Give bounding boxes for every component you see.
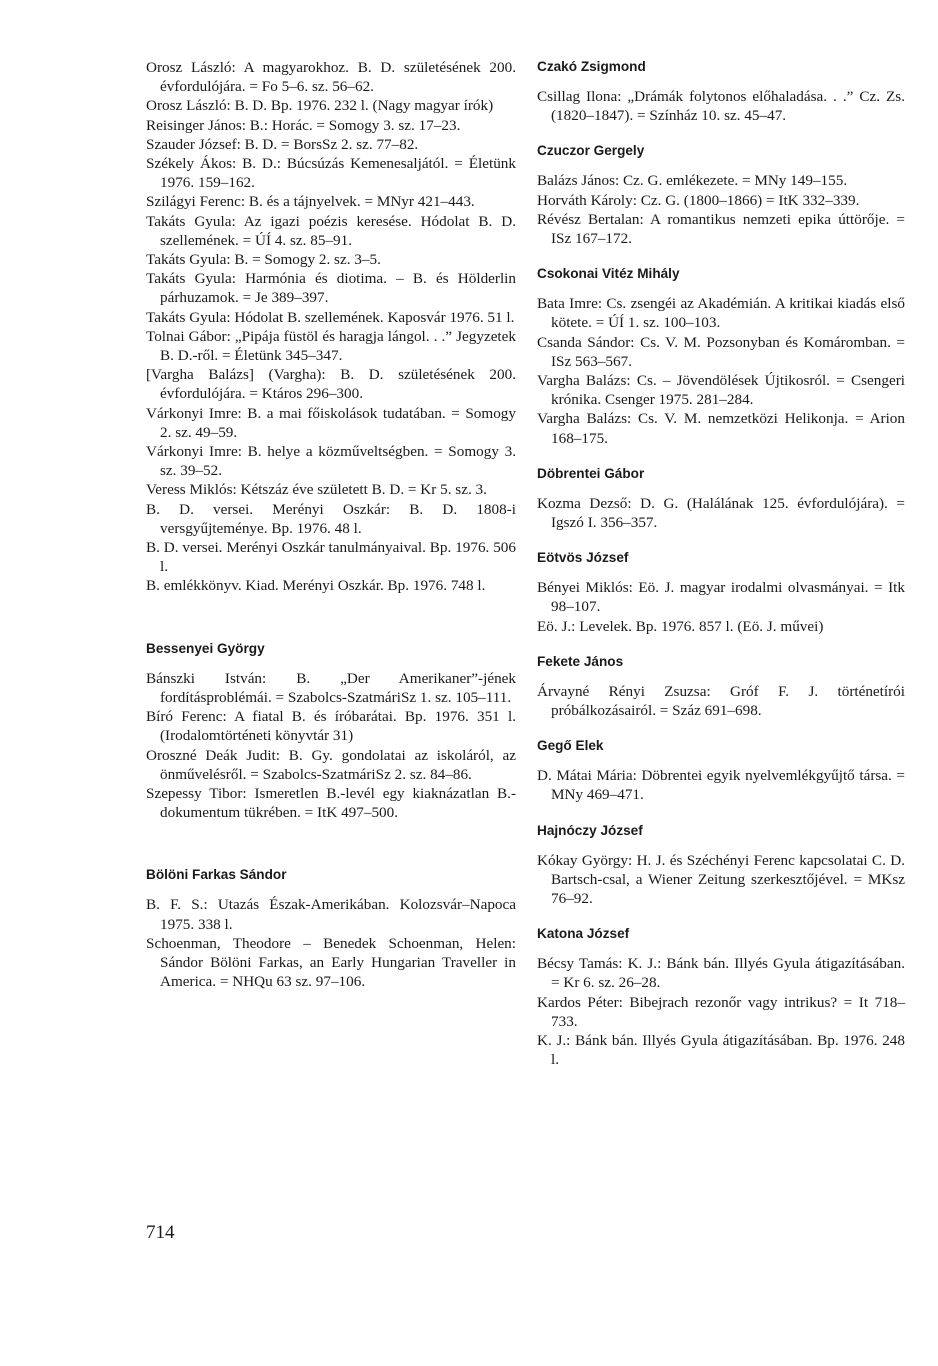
section-heading: Hajnóczy József xyxy=(537,822,643,838)
bibliography-entry: Schoenman, Theodore – Benedek Schoenman, Helen: Sándor Bölöni Farkas, an Early Hungarian Traveller in America. = NHQu 63 sz. 97–106. xyxy=(146,934,516,991)
section-katona-jozsef xyxy=(537,925,905,1069)
bibliography-entry: Bánszki István: B. „Der Amerikaner”-jének fordításproblémái. = Szabolcs-SzatmáriSz 1. sz. 105–111. xyxy=(146,669,516,706)
section-heading: Czuczor Gergely xyxy=(537,143,645,159)
bibliography-entry: Kardos Péter: Bibejrach rezonőr vagy intrikus? = It 718–733. xyxy=(537,993,905,1030)
bibliography-entry: Révész Bertalan: A romantikus nemzeti epika úttörője. = ISz 167–172. xyxy=(537,210,905,248)
section-fekete-janos xyxy=(537,653,905,720)
section-heading: Csokonai Vitéz Mihály xyxy=(537,266,680,282)
section-heading: Döbrentei Gábor xyxy=(537,465,645,481)
bibliography-entry: Takáts Gyula: Hódolat B. szellemének. Kaposvár 1976. 51 l. xyxy=(146,308,515,326)
bibliography-entry: Szilágyi Ferenc: B. és a tájnyelvek. = MNyr 421–443. xyxy=(146,193,475,211)
bibliography-entry: Árvayné Rényi Zsuzsa: Gróf F. J. történetírói próbálkozásairól. = Száz 691–698. xyxy=(537,682,905,720)
bibliography-entry: Várkonyi Imre: B. helye a közműveltségben. = Somogy 3. sz. 39–52. xyxy=(146,443,516,480)
bibliography-entry: Takáts Gyula: Harmónia és diotima. – B. és Hölderlin párhuzamok. = Je 389–397. xyxy=(146,270,516,307)
bibliography-entry: Csillag Ilona: „Drámák folytonos előhaladása. . .” Cz. Zs. (1820–1847). = Színház 10. sz. 45–47. xyxy=(537,88,905,125)
section-czako-zsigmond xyxy=(537,58,905,125)
section-heading: Fekete János xyxy=(537,653,624,669)
section-heading: Gegő Elek xyxy=(537,738,604,754)
bibliography-entry: Bécsy Tamás: K. J.: Bánk bán. Illyés Gyula átigazításában. = Kr 6. sz. 26–28. xyxy=(537,955,905,992)
bibliography-entry: Reisinger János: B.: Horác. = Somogy 3. sz. 17–23. xyxy=(146,116,461,134)
bibliography-entry: Orosz László: A magyarokhoz. B. D. születésének 200. évfordulójára. = Fo 5–6. sz. 56–62. xyxy=(146,59,516,96)
bibliography-entry: Várkonyi Imre: B. a mai főiskolások tudatában. = Somogy 2. sz. 49–59. xyxy=(146,404,516,441)
bibliography-entry: Kozma Dezső: D. G. (Halálának 125. évfordulójára). = Igszó I. 356–357. xyxy=(537,494,905,532)
bibliography-entry: Veress Miklós: Kétszáz éve született B. D. = Kr 5. sz. 3. xyxy=(146,481,487,499)
bibliography-entry: B. F. S.: Utazás Észak-Amerikában. Kolozsvár–Napoca 1975. 338 l. xyxy=(146,896,516,933)
bibliography-entry: Takáts Gyula: Az igazi poézis keresése. Hódolat B. D. szellemének. = ÚÍ 4. sz. 85–91. xyxy=(146,212,516,249)
bibliography-entry: Szauder József: B. D. = BorsSz 2. sz. 77–82. xyxy=(146,135,419,153)
bibliography-entry: Oroszné Deák Judit: B. Gy. gondolatai az iskoláról, az önművelésről. = Szabolcs-SzatmáriSz 2. sz. 84–86. xyxy=(146,746,516,783)
bibliography-entry: Szepessy Tibor: Ismeretlen B.-levél egy kiaknázatlan B.-dokumentum tükrében. = ItK 497–500. xyxy=(146,784,516,822)
bibliography-entry: Takáts Gyula: B. = Somogy 2. sz. 3–5. xyxy=(146,251,381,269)
bibliography-entry: B. D. versei. Merényi Oszkár: B. D. 1808-i versgyűjteménye. Bp. 1976. 48 l. xyxy=(146,500,516,537)
bibliography-entry: B. D. versei. Merényi Oszkár tanulmányaival. Bp. 1976. 506 l. xyxy=(146,539,516,576)
section-csokonai-vitez-mihaly xyxy=(537,265,905,448)
bibliography-entry: Balázs János: Cz. G. emlékezete. = MNy 149–155. xyxy=(537,172,848,190)
bibliography-entry: K. J.: Bánk bán. Illyés Gyula átigazításában. Bp. 1976. 248 l. xyxy=(537,1032,905,1069)
bibliography-entry: Tolnai Gábor: „Pipája füstöl és haragja lángol. . .” Jegyzetek B. D.-ről. = Életünk 345–347. xyxy=(146,327,516,365)
bibliography-entry: B. emlékkönyv. Kiad. Merényi Oszkár. Bp. 1976. 748 l. xyxy=(146,577,486,595)
section-bessenyei-gyorgy xyxy=(146,640,516,823)
left-column xyxy=(146,58,516,1035)
bibliography-entry: Bíró Ferenc: A fiatal B. és íróbarátai. Bp. 1976. 351 l. (Irodalomtörténeti könyvtár 31) xyxy=(146,708,516,745)
bibliography-entry: Bényei Miklós: Eö. J. magyar irodalmi olvasmányai. = Itk 98–107. xyxy=(537,579,905,616)
section-eotvos-jozsef xyxy=(537,549,905,636)
bibliography-entry: Eö. J.: Levelek. Bp. 1976. 857 l. (Eö. J. művei) xyxy=(537,617,824,635)
bibliography-entry: [Vargha Balázs] (Vargha): B. D. születésének 200. évfordulójára. = Ktáros 296–300. xyxy=(146,366,516,403)
section-dobrentei-gabor xyxy=(537,465,905,532)
section-heading: Eötvös József xyxy=(537,550,629,566)
section-heading: Bölöni Farkas Sándor xyxy=(146,867,287,883)
bibliography-entry: Horváth Károly: Cz. G. (1800–1866) = ItK 332–339. xyxy=(537,191,860,209)
section-heading: Katona József xyxy=(537,926,630,942)
page-number: 714 xyxy=(146,1222,175,1243)
section-hajnoczy-jozsef xyxy=(537,822,905,909)
section-czuczor-gergely xyxy=(537,142,905,248)
bibliography-entry: Csanda Sándor: Cs. V. M. Pozsonyban és Komáromban. = ISz 563–567. xyxy=(537,333,905,370)
section-heading: Bessenyei György xyxy=(146,640,265,656)
section-gego-elek xyxy=(537,737,905,804)
bibliography-entry: Kókay György: H. J. és Széchényi Ferenc kapcsolatai C. D. Bartsch-csal, a Wiener Zeitung szerkesztőjével. = MKsz 76–92. xyxy=(537,851,905,908)
bibliography-entry: Bata Imre: Cs. zsengéi az Akadémián. A kritikai kiadás első kötete. = ÚÍ 1. sz. 100–103. xyxy=(537,295,905,332)
bibliography-entry: D. Mátai Mária: Döbrentei egyik nyelvemlékgyűjtő társa. = MNy 469–471. xyxy=(537,767,905,804)
bibliography-entry: Vargha Balázs: Cs. – Jövendölések Újtikosról. = Csengeri krónika. Csenger 1975. 281–284. xyxy=(537,372,905,409)
section-heading: Czakó Zsigmond xyxy=(537,59,646,74)
section-continued xyxy=(146,58,516,596)
bibliography-entry: Orosz László: B. D. Bp. 1976. 232 l. (Nagy magyar írók) xyxy=(146,97,494,115)
right-column xyxy=(537,58,905,1087)
bibliography-entry: Vargha Balázs: Cs. V. M. nemzetközi Helikonja. = Arion 168–175. xyxy=(537,410,905,447)
bibliography-entry: Székely Ákos: B. D.: Búcsúzás Kemenesaljától. = Életünk 1976. 159–162. xyxy=(146,155,516,192)
section-boloni-farkas-sandor xyxy=(146,866,516,991)
